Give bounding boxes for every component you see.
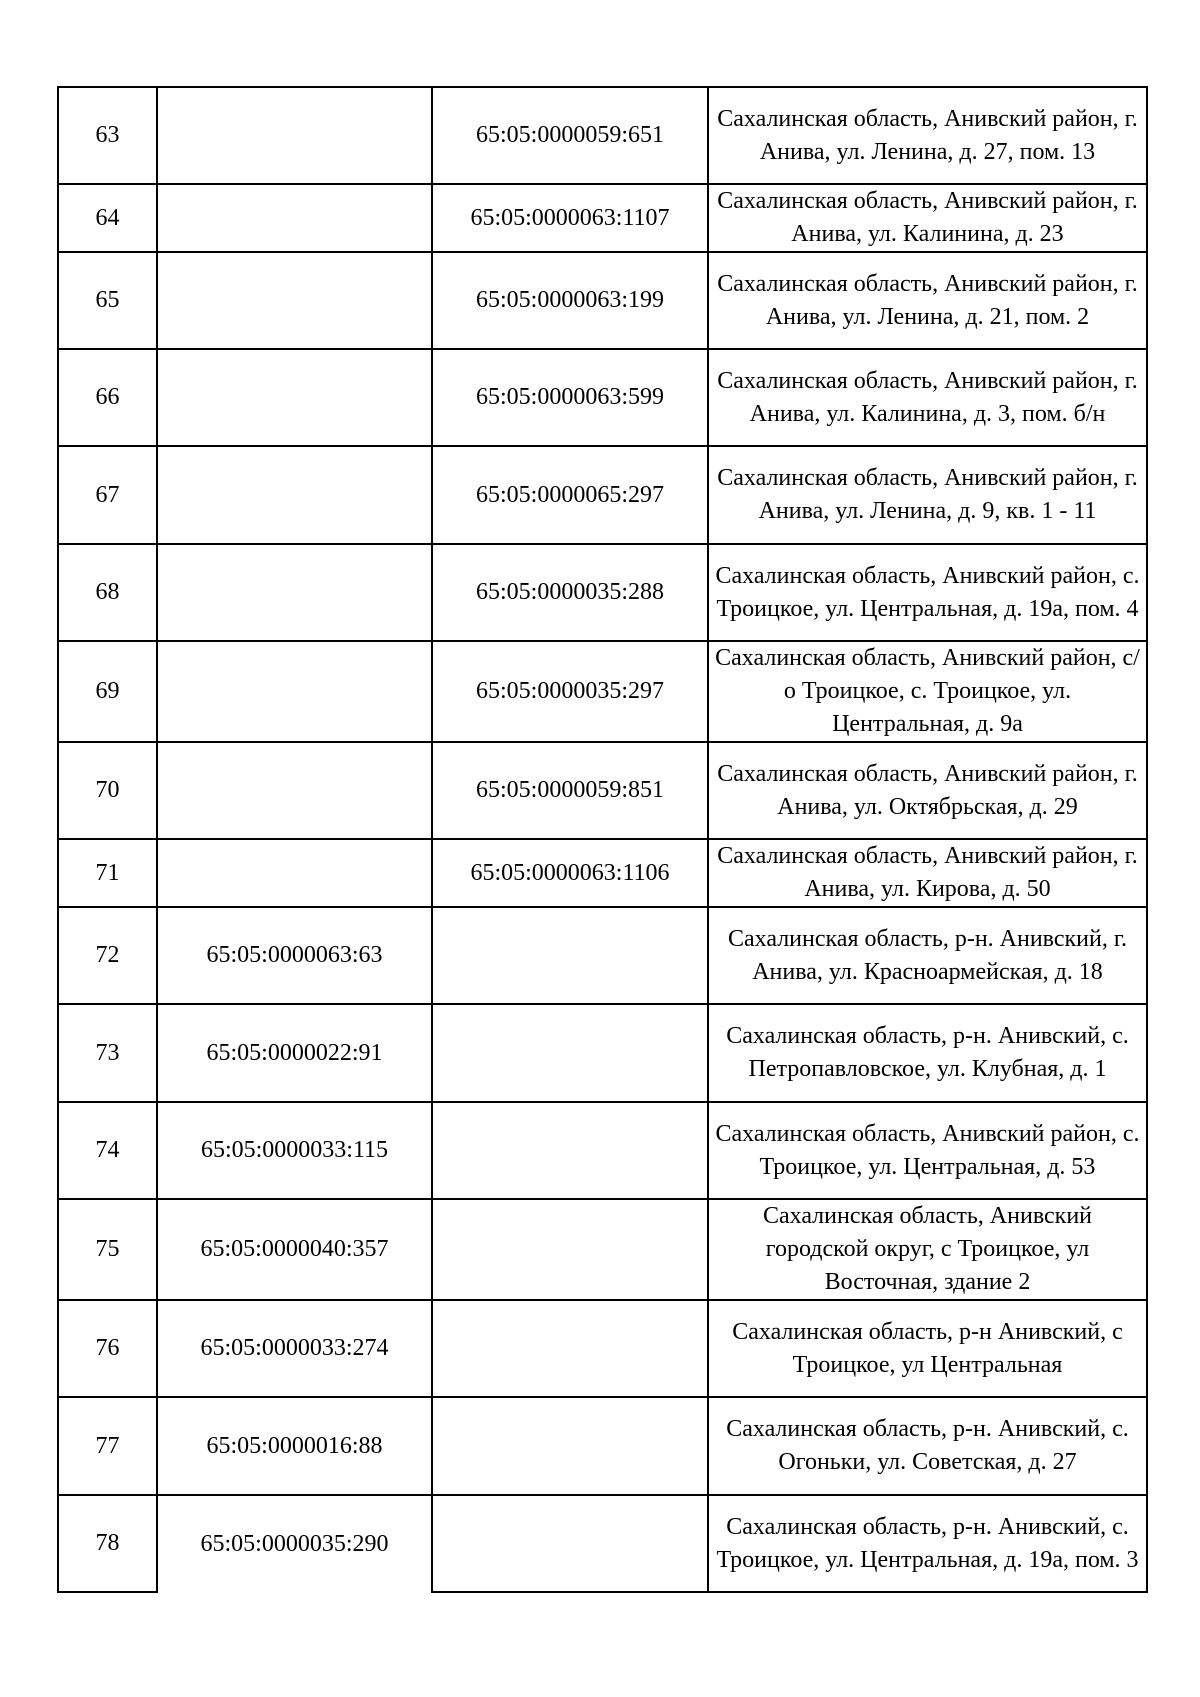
row-number: 73 [58, 1004, 157, 1102]
table-row [58, 87, 1147, 184]
address: Сахалинская область, Анивский район, г. Анива, ул. Ленина, д. 27, пом. 13 [708, 87, 1147, 184]
property-registry-table [57, 86, 1148, 1593]
object-cadastral-number: 65:05:0000065:297 [432, 446, 708, 544]
land-cadastral-number [157, 184, 432, 252]
land-cadastral-number: 65:05:0000033:274 [157, 1300, 432, 1397]
table-row [58, 907, 1147, 1004]
row-number: 63 [58, 87, 157, 184]
object-cadastral-number: 65:05:0000059:851 [432, 742, 708, 839]
object-cadastral-number: 65:05:0000035:288 [432, 544, 708, 641]
land-cadastral-number [157, 349, 432, 446]
land-cadastral-number: 65:05:0000016:88 [157, 1397, 432, 1495]
object-cadastral-number [432, 907, 708, 1004]
object-cadastral-number: 65:05:0000063:1106 [432, 839, 708, 907]
address: Сахалинская область, р-н. Анивский, с. Огоньки, ул. Советская, д. 27 [708, 1397, 1147, 1495]
row-number: 65 [58, 252, 157, 349]
land-cadastral-number [157, 252, 432, 349]
object-cadastral-number: 65:05:0000063:599 [432, 349, 708, 446]
land-cadastral-number: 65:05:0000040:357 [157, 1199, 432, 1300]
row-number: 67 [58, 446, 157, 544]
object-cadastral-number [432, 1397, 708, 1495]
address: Сахалинская область, Анивский район, с. Троицкое, ул. Центральная, д. 19а, пом. 4 [708, 544, 1147, 641]
address: Сахалинская область, Анивский район, с. Троицкое, ул. Центральная, д. 53 [708, 1102, 1147, 1199]
table-row [58, 1397, 1147, 1495]
land-cadastral-number: 65:05:0000063:63 [157, 907, 432, 1004]
address: Сахалинская область, р-н. Анивский, с. Троицкое, ул. Центральная, д. 19а, пом. 3 [708, 1495, 1147, 1592]
row-number: 71 [58, 839, 157, 907]
address: Сахалинская область, Анивский городской округ, с Троицкое, ул Восточная, здание 2 [708, 1199, 1147, 1300]
address: Сахалинская область, Анивский район, с/о Троицкое, с. Троицкое, ул. Центральная, д. 9а [708, 641, 1147, 742]
land-cadastral-number [157, 641, 432, 742]
row-number: 68 [58, 544, 157, 641]
address: Сахалинская область, р-н. Анивский, г. Анива, ул. Красноармейская, д. 18 [708, 907, 1147, 1004]
object-cadastral-number [432, 1495, 708, 1592]
address: Сахалинская область, р-н Анивский, с Троицкое, ул Центральная [708, 1300, 1147, 1397]
table-row [58, 1102, 1147, 1199]
address: Сахалинская область, Анивский район, г. Анива, ул. Калинина, д. 23 [708, 184, 1147, 252]
land-cadastral-number: 65:05:0000022:91 [157, 1004, 432, 1102]
row-number: 64 [58, 184, 157, 252]
address: Сахалинская область, р-н. Анивский, с. Петропавловское, ул. Клубная, д. 1 [708, 1004, 1147, 1102]
table-row [58, 1004, 1147, 1102]
table-row [58, 184, 1147, 252]
table-row [58, 1199, 1147, 1300]
land-cadastral-number [157, 544, 432, 641]
object-cadastral-number [432, 1300, 708, 1397]
row-number: 78 [58, 1495, 157, 1592]
row-number: 70 [58, 742, 157, 839]
object-cadastral-number: 65:05:0000063:199 [432, 252, 708, 349]
land-cadastral-number: 65:05:0000035:290 [157, 1495, 432, 1592]
address: Сахалинская область, Анивский район, г. Анива, ул. Ленина, д. 9, кв. 1 - 11 [708, 446, 1147, 544]
row-number: 72 [58, 907, 157, 1004]
table-row [58, 1495, 1147, 1592]
table-row [58, 839, 1147, 907]
table-row [58, 742, 1147, 839]
land-cadastral-number [157, 87, 432, 184]
object-cadastral-number [432, 1004, 708, 1102]
land-cadastral-number [157, 742, 432, 839]
object-cadastral-number: 65:05:0000059:651 [432, 87, 708, 184]
table-row [58, 544, 1147, 641]
table-row [58, 252, 1147, 349]
object-cadastral-number [432, 1199, 708, 1300]
row-number: 74 [58, 1102, 157, 1199]
row-number: 77 [58, 1397, 157, 1495]
land-cadastral-number [157, 446, 432, 544]
address: Сахалинская область, Анивский район, г. Анива, ул. Кирова, д. 50 [708, 839, 1147, 907]
row-number: 75 [58, 1199, 157, 1300]
land-cadastral-number: 65:05:0000033:115 [157, 1102, 432, 1199]
table-row [58, 641, 1147, 742]
address: Сахалинская область, Анивский район, г. Анива, ул. Октябрьская, д. 29 [708, 742, 1147, 839]
row-number: 76 [58, 1300, 157, 1397]
row-number: 69 [58, 641, 157, 742]
table-row [58, 1300, 1147, 1397]
object-cadastral-number: 65:05:0000063:1107 [432, 184, 708, 252]
table-row [58, 446, 1147, 544]
object-cadastral-number: 65:05:0000035:297 [432, 641, 708, 742]
table-row [58, 349, 1147, 446]
row-number: 66 [58, 349, 157, 446]
address: Сахалинская область, Анивский район, г. Анива, ул. Калинина, д. 3, пом. б/н [708, 349, 1147, 446]
land-cadastral-number [157, 839, 432, 907]
object-cadastral-number [432, 1102, 708, 1199]
address: Сахалинская область, Анивский район, г. Анива, ул. Ленина, д. 21, пом. 2 [708, 252, 1147, 349]
